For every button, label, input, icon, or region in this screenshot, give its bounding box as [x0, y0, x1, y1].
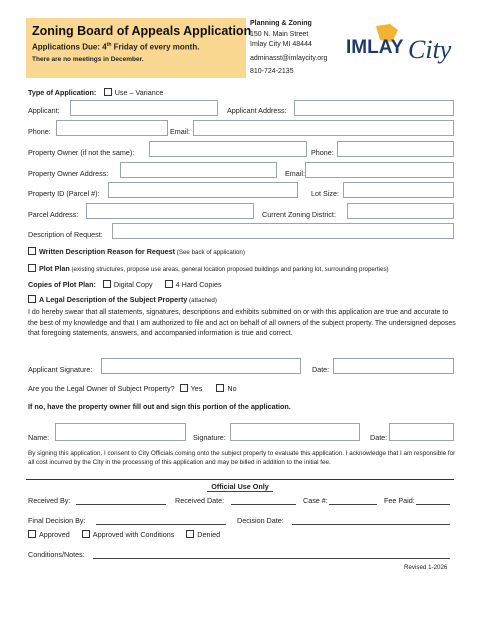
applicant-field[interactable] — [70, 100, 218, 116]
name-label: Name: — [28, 433, 50, 442]
consent-paragraph: By signing this application, I consent to City Officials coming onto the subject property to evaluate this application. I acknowledge that I am responsible for all cost incurred by the City in the processing of this application and may be billed in addition to the initial fee. — [28, 450, 456, 466]
owner-label: Property Owner (if not the same): — [28, 148, 135, 157]
office-email: adminasst@imlaycity.org — [250, 54, 328, 62]
approved-checkbox[interactable] — [28, 530, 36, 538]
conditions-label: Conditions/Notes: — [28, 550, 85, 559]
date2-label: Date: — [370, 433, 388, 442]
property-id-label: Property ID (Parcel #): — [28, 189, 100, 198]
phone-label: Phone: — [28, 127, 51, 136]
signature-label: Signature: — [193, 433, 226, 442]
received-by-label: Received By: — [28, 496, 71, 505]
revised-note: Revised 1-2026 — [404, 564, 448, 571]
email-label: Email: — [170, 127, 190, 136]
date-label: Date: — [312, 365, 330, 374]
due-date-note: Applications Due: 4th Friday of every month. — [32, 42, 200, 52]
legal-owner-no-checkbox[interactable] — [216, 384, 224, 392]
copies-of-plot-plan: Copies of Plot Plan: Digital Copy 4 Hard Copies — [28, 280, 222, 289]
office-phone: 810-724-2135 — [250, 68, 294, 75]
conditions-line[interactable] — [93, 558, 450, 559]
fee-paid-label: Fee Paid: — [384, 496, 415, 505]
owner-date-field[interactable] — [389, 423, 454, 441]
owner-name-field[interactable] — [55, 423, 186, 441]
final-decision-line[interactable] — [96, 524, 226, 525]
case-line[interactable] — [329, 504, 377, 505]
applicant-signature-label: Applicant Signature: — [28, 365, 93, 374]
received-date-line[interactable] — [231, 504, 296, 505]
written-description-item: Written Description Reason for Request (See back of application) — [28, 247, 245, 256]
owner-email-field[interactable] — [305, 162, 454, 178]
description-field[interactable] — [112, 223, 454, 239]
applicant-address-label: Applicant Address: — [227, 106, 287, 115]
denied-checkbox[interactable] — [186, 530, 194, 538]
owner-email-label: Email: — [285, 169, 305, 178]
date-field[interactable] — [333, 358, 454, 374]
written-description-checkbox[interactable] — [28, 247, 36, 255]
heading-underline — [207, 491, 273, 492]
owner-phone-field[interactable] — [337, 141, 454, 157]
zoning-district-label: Current Zoning District: — [262, 210, 336, 219]
office-address2: Imlay City MI 48444 — [250, 41, 312, 48]
owner-signature-field[interactable] — [230, 423, 360, 441]
final-decision-label: Final Decision By: — [28, 516, 86, 525]
owner-address-field[interactable] — [120, 162, 277, 178]
legal-owner-yes-checkbox[interactable] — [180, 384, 188, 392]
description-label: Description of Request: — [28, 230, 103, 239]
received-date-label: Received Date: — [175, 496, 225, 505]
applicant-signature-field[interactable] — [101, 358, 301, 374]
type-of-application: Type of Application: Use – Variance — [28, 88, 164, 97]
office-address1: 150 N. Main Street — [250, 30, 309, 38]
applicant-label: Applicant: — [28, 106, 60, 115]
property-id-field[interactable] — [108, 182, 298, 198]
decision-options: Approved Approved with Conditions Denied — [28, 530, 220, 539]
divider — [26, 479, 454, 480]
hard-copies-checkbox[interactable] — [165, 280, 173, 288]
owner-address-label: Property Owner Address: — [28, 169, 109, 178]
owner-field[interactable] — [149, 141, 307, 157]
plot-plan-checkbox[interactable] — [28, 264, 36, 272]
oath-paragraph: I do hereby swear that all statements, signatures, descriptions and exhibits submitted on or with this application are true and accurate to the best of my knowledge and that I am authorized to file and act on behalf of all owners of the subject property. The undersigned deposes that foregoing statements, answers, and accompanied information is true and correct. — [28, 309, 456, 337]
parcel-address-field[interactable] — [86, 203, 254, 219]
legal-owner-question: Are you the Legal Owner of Subject Property? Yes No — [28, 384, 237, 393]
legal-description-item: A Legal Description of the Subject Property (attached) — [28, 295, 217, 304]
parcel-address-label: Parcel Address: — [28, 210, 79, 219]
no-meetings-note: There are no meetings in December. — [32, 56, 144, 63]
phone-field[interactable] — [56, 120, 168, 136]
zoning-district-field[interactable] — [347, 203, 454, 219]
office-name: Planning & Zoning — [250, 20, 312, 27]
decision-date-line[interactable] — [292, 524, 450, 525]
email-field[interactable] — [193, 120, 454, 136]
plot-plan-item: Plot Plan (existing structures, propose use areas, general location proposed buildings and parking lot, surrounding properties) — [28, 264, 389, 273]
owner-phone-label: Phone: — [311, 148, 334, 157]
official-use-heading: Official Use Only — [211, 482, 269, 491]
use-variance-checkbox[interactable] — [104, 88, 112, 96]
fee-paid-line[interactable] — [416, 504, 450, 505]
case-label: Case #: — [303, 496, 328, 505]
lot-size-label: Lot Size: — [311, 189, 339, 198]
legal-description-checkbox[interactable] — [28, 295, 36, 303]
svg-text:IMLAY: IMLAY — [346, 37, 404, 58]
svg-text:City: City — [408, 35, 452, 64]
applicant-address-field[interactable] — [294, 100, 454, 116]
received-by-line[interactable] — [76, 504, 166, 505]
decision-date-label: Decision Date: — [237, 516, 284, 525]
imlay-city-logo — [346, 20, 456, 70]
if-no-instruction: If no, have the property owner fill out and sign this portion of the application. — [28, 402, 291, 411]
form-title: Zoning Board of Appeals Application — [32, 24, 252, 38]
approved-conditions-checkbox[interactable] — [82, 530, 90, 538]
office-contact — [250, 19, 327, 78]
lot-size-field[interactable] — [343, 182, 454, 198]
digital-copy-checkbox[interactable] — [103, 280, 111, 288]
